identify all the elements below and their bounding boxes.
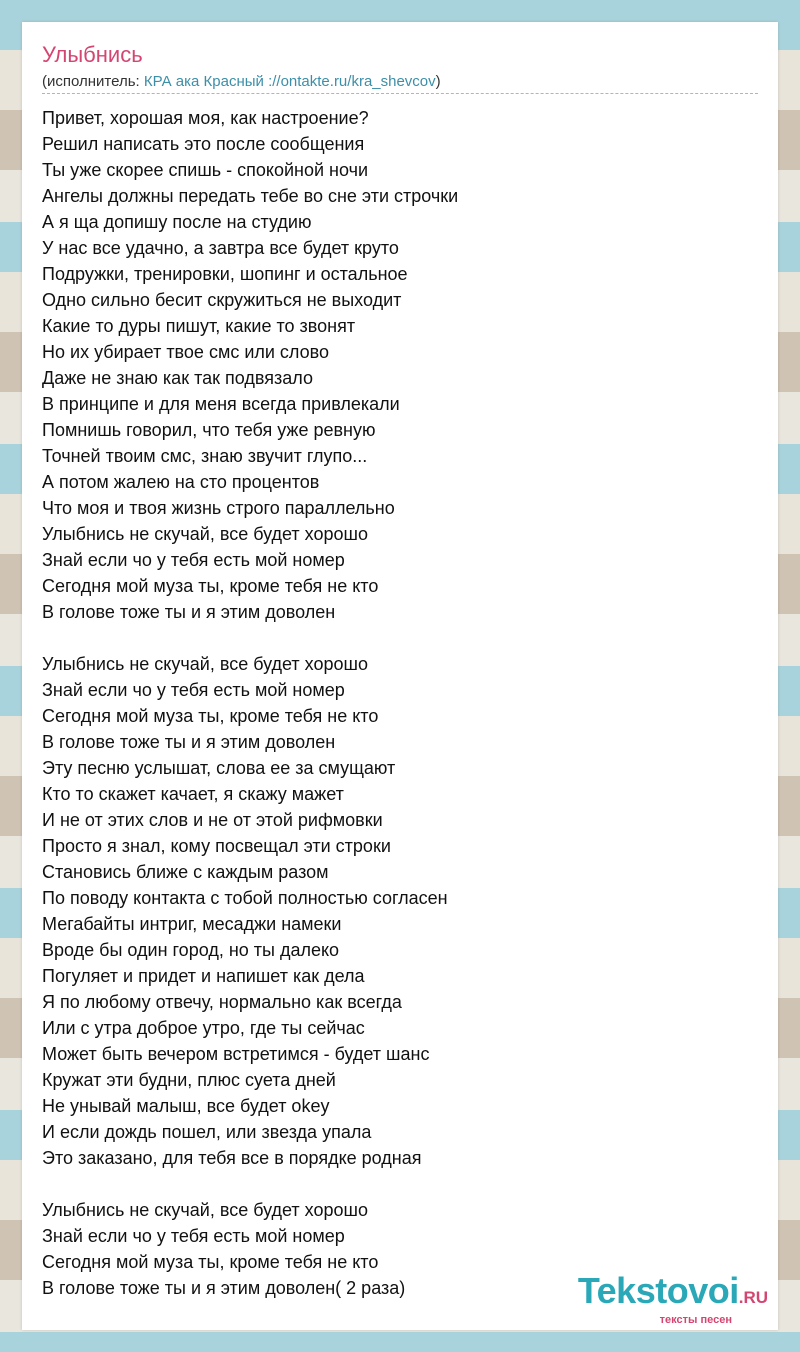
lyric-line: Ты уже скорее спишь - спокойной ночи [42,160,369,180]
lyric-line: Помнишь говорил, что тебя уже ревную [42,420,376,440]
lyric-line: Какие то дуры пишут, какие то звонят [42,316,356,336]
lyric-line: Вроде бы один город, но ты далеко [42,940,340,960]
stanza-break [42,625,758,651]
lyric-line: В голове тоже ты и я этим доволен [42,602,336,622]
lyric-line: Подружки, тренировки, шопинг и остальное [42,264,408,284]
lyric-line: Мегабайты интриг, месаджи намеки [42,914,342,934]
lyric-line: Кружат эти будни, плюс суета дней [42,1070,336,1090]
lyric-line: Эту песню услышат, слова ее за смущают [42,758,396,778]
song-title: Улыбнись [42,42,143,67]
lyric-line: И если дождь пошел, или звезда упала [42,1122,372,1142]
site-logo[interactable] [577,1270,768,1326]
stanza-break [42,1171,758,1197]
logo-wordmark [577,1270,768,1316]
lyric-line: Одно сильно бесит скружиться не выходит [42,290,402,310]
lyric-line: Знай если чо у тебя есть мой номер [42,680,345,700]
lyric-line: Знай если чо у тебя есть мой номер [42,550,345,570]
lyric-line: Может быть вечером встретимся - будет шанс [42,1044,430,1064]
lyric-line: У нас все удачно, а завтра все будет круто [42,238,399,258]
lyric-line: В принципе и для меня всегда привлекали [42,394,400,414]
logo-tld: .RU [738,1288,768,1307]
artist-line [42,73,441,90]
lyric-line: А я ща допишу после на студию [42,212,312,232]
lyrics-card [22,22,778,1330]
lyric-line: Решил написать это после сообщения [42,134,365,154]
lyric-line: Погуляет и придет и напишет как дела [42,966,365,986]
logo-main-text: Tekstovoi [577,1270,739,1311]
lyric-line: А потом жалею на сто процентов [42,472,320,492]
lyric-line: Что моя и твоя жизнь строго параллельно [42,498,395,518]
lyric-line: Улыбнись не скучай, все будет хорошо [42,1200,368,1220]
lyric-line: Улыбнись не скучай, все будет хорошо [42,654,368,674]
lyric-line: По поводу контакта с тобой полностью согласен [42,888,448,908]
lyric-line: Кто то скажет качает, я скажу мажет [42,784,344,804]
lyric-line: Не унывай малыш, все будет okey [42,1096,330,1116]
lyrics-body [42,105,758,1301]
lyric-line: Просто я знал, кому посвещал эти строки [42,836,391,856]
lyric-line: Но их убирает твое смс или слово [42,342,330,362]
lyric-line: В голове тоже ты и я этим доволен( 2 раза) [42,1278,406,1298]
lyric-line: Сегодня мой муза ты, кроме тебя не кто [42,1252,379,1272]
logo-subtitle: тексты песен [659,1314,732,1326]
lyric-line: В голове тоже ты и я этим доволен [42,732,336,752]
lyric-line: Точней твоим смс, знаю звучит глупо... [42,446,368,466]
dashed-divider [42,93,758,94]
artist-prefix: (исполнитель: [42,73,144,90]
lyric-line: Сегодня мой муза ты, кроме тебя не кто [42,706,379,726]
lyric-line: Привет, хорошая моя, как настроение? [42,108,369,128]
lyric-line: Становись ближе с каждым разом [42,862,329,882]
lyric-line: Я по любому отвечу, нормально как всегда [42,992,402,1012]
lyric-line: Это заказано, для тебя все в порядке родная [42,1148,422,1168]
lyric-line: Знай если чо у тебя есть мой номер [42,1226,345,1246]
lyric-line: Улыбнись не скучай, все будет хорошо [42,524,368,544]
lyric-line: Сегодня мой муза ты, кроме тебя не кто [42,576,379,596]
lyric-line: И не от этих слов и не от этой рифмовки [42,810,383,830]
lyric-line: Или с утра доброе утро, где ты сейчас [42,1018,365,1038]
artist-link[interactable]: КРА ака Красный ://ontakte.ru/kra_shevcov [143,73,436,90]
artist-suffix: ) [435,73,441,90]
lyric-line: Ангелы должны передать тебе во сне эти строчки [42,186,459,206]
lyric-line: Даже не знаю как так подвязало [42,368,313,388]
